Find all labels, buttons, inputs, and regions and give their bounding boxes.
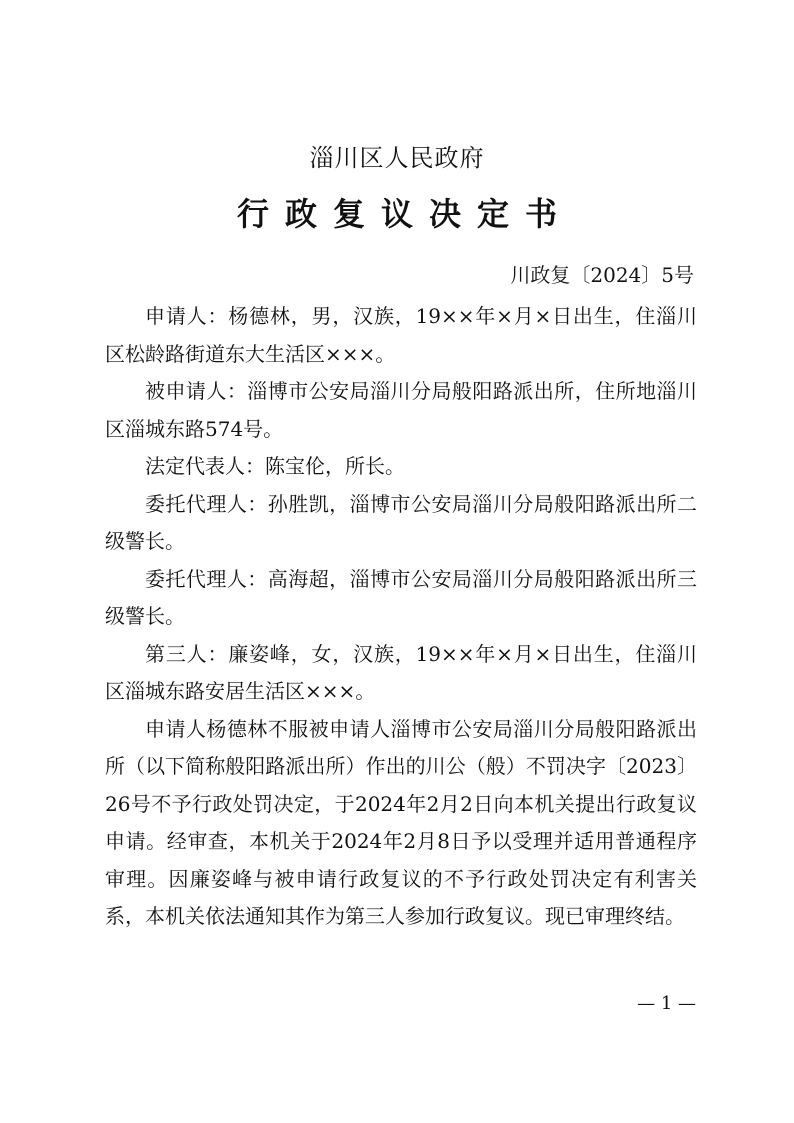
document-number: 川政复〔2024〕5号	[510, 263, 694, 287]
agent-paragraph-2: 委托代理人：高海超，淄博市公安局淄川分局般阳路派出所三级警长。	[105, 566, 697, 628]
page-number: — 1 —	[637, 993, 696, 1014]
document-body	[105, 298, 697, 936]
organization-name: 淄川区人民政府	[309, 144, 485, 172]
respondent-paragraph: 被申请人：淄博市公安局淄川分局般阳路派出所，住所地淄川区淄城东路574号。	[105, 379, 697, 441]
case-summary-paragraph: 申请人杨德林不服被申请人淄博市公安局淄川分局般阳路派出所（以下简称般阳路派出所）作出的川公（般）不罚决字〔2023〕26号不予行政处罚决定，于2024年2月2日向本机关提出行政复议申请。经审查，本机关于2024年2月8日予以受理并适用普通程序审理。因廉姿峰与被申请行政复议的不予行政处罚决定有利害关系，本机关依法通知其作为第三人参加行政复议。现已审理终结。	[105, 716, 697, 928]
agent-paragraph-1: 委托代理人：孙胜凯，淄博市公安局淄川分局般阳路派出所二级警长。	[105, 491, 697, 553]
document-title: 行政复议决定书	[236, 195, 573, 233]
third-party-paragraph: 第三人：廉姿峰，女，汉族，19××年×月×日出生，住淄川区淄城东路安居生活区×××。	[105, 641, 697, 703]
legal-representative-paragraph: 法定代表人：陈宝伦，所长。	[145, 454, 405, 478]
applicant-paragraph: 申请人：杨德林，男，汉族，19××年×月×日出生，住淄川区松龄路街道东大生活区×××。	[105, 304, 697, 366]
